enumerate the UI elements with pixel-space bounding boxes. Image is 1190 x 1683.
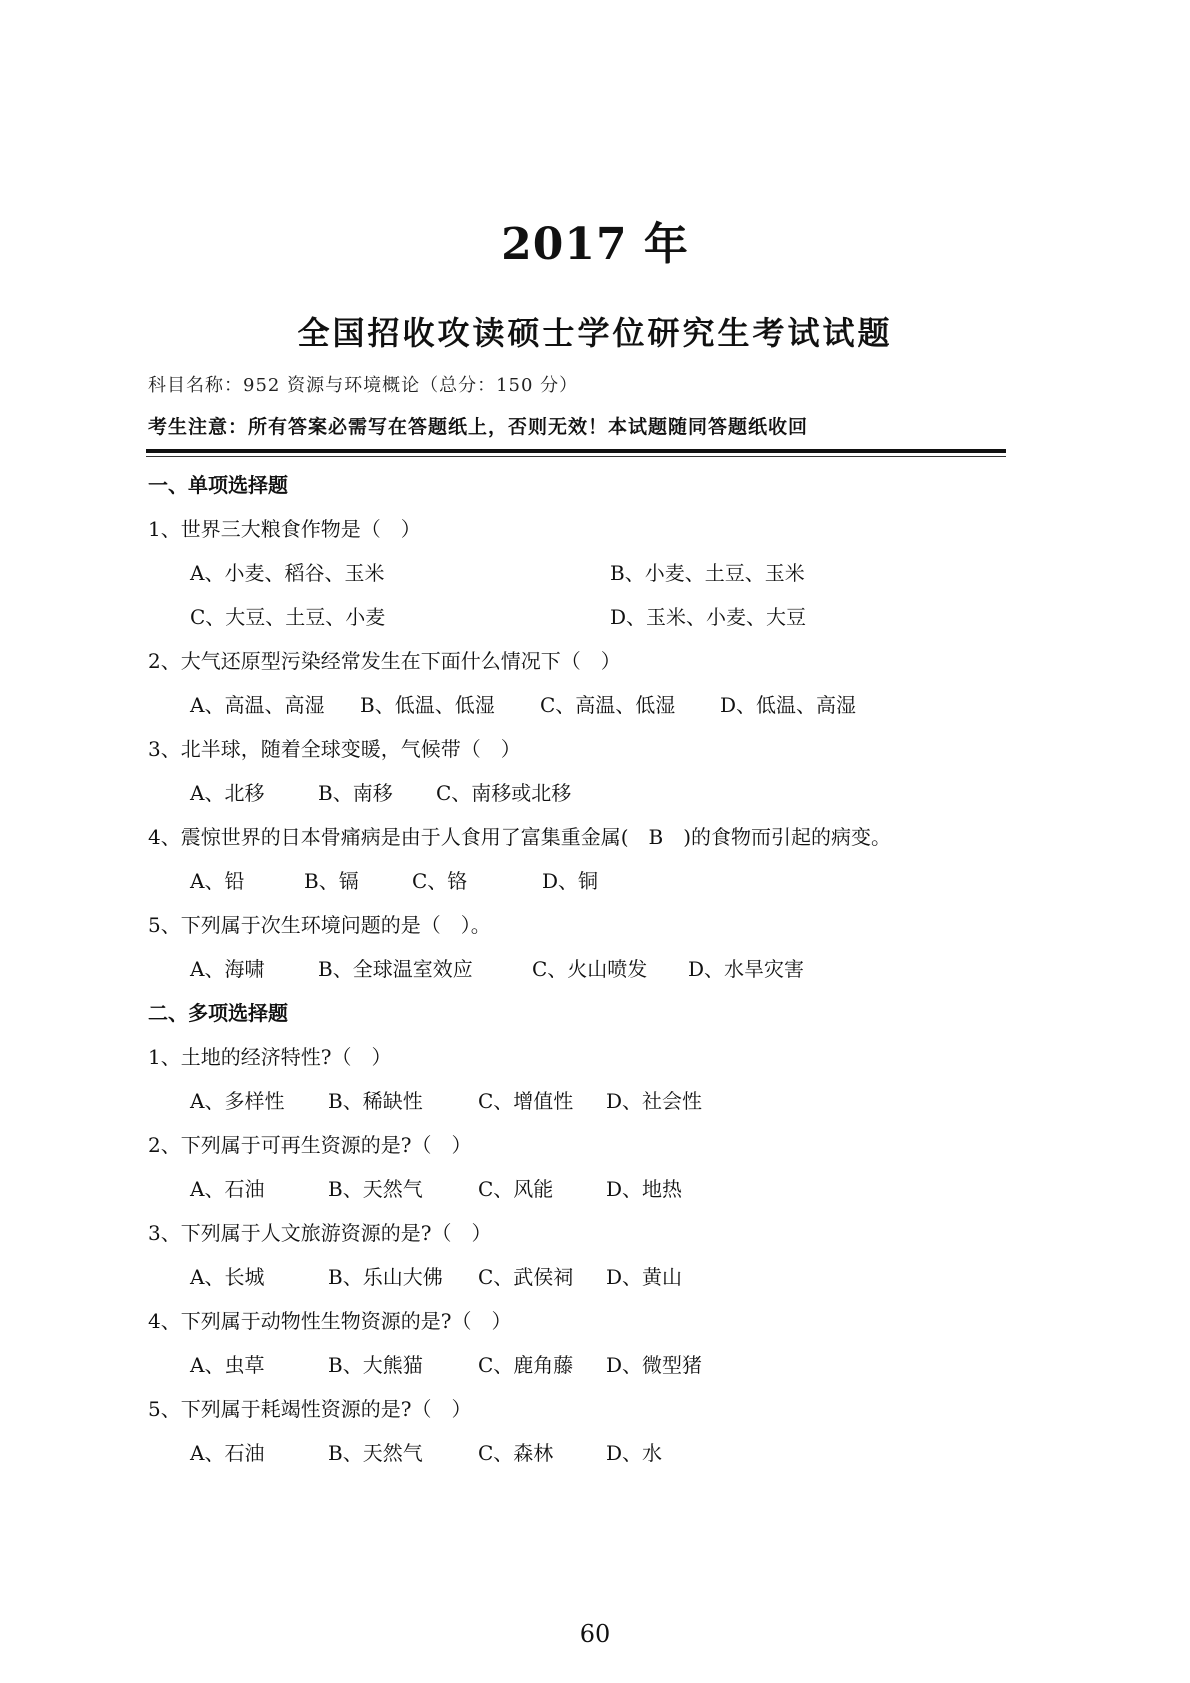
option-c: C、南移或北移 — [436, 781, 572, 805]
option-c: C、武侯祠 — [478, 1265, 574, 1289]
question-text: 5、下列属于次生环境问题的是（ ）。 — [148, 913, 491, 937]
option-d: D、低温、高湿 — [720, 693, 857, 717]
options-row — [148, 683, 1018, 727]
options-row — [148, 595, 1018, 639]
option-a: A、北移 — [190, 781, 265, 805]
option-d: D、社会性 — [606, 1089, 703, 1113]
options-row — [148, 771, 1018, 815]
options-row — [148, 1255, 1018, 1299]
option-d: D、水 — [606, 1441, 663, 1465]
options-row — [148, 551, 1018, 595]
options-row — [148, 859, 1018, 903]
option-a: A、海啸 — [190, 957, 265, 981]
question-text: 1、土地的经济特性?（ ） — [148, 1045, 392, 1069]
exam-title: 全国招收攻读硕士学位研究生考试试题 — [297, 314, 893, 352]
section-heading: 二、多项选择题 — [148, 1001, 288, 1025]
option-b: B、南移 — [318, 781, 393, 805]
options-row — [148, 947, 1018, 991]
option-b: B、小麦、土豆、玉米 — [610, 561, 805, 585]
option-b: B、天然气 — [328, 1177, 423, 1201]
option-b: B、全球温室效应 — [318, 957, 473, 981]
option-c: C、风能 — [478, 1177, 554, 1201]
question-text: 2、下列属于可再生资源的是?（ ） — [148, 1133, 472, 1157]
option-d: D、铜 — [542, 869, 599, 893]
option-b: B、镉 — [304, 869, 359, 893]
question-text: 3、北半球，随着全球变暖，气候带（ ） — [148, 737, 521, 761]
option-c: C、铬 — [412, 869, 468, 893]
option-c: C、森林 — [478, 1441, 554, 1465]
question-text: 1、世界三大粮食作物是（ ） — [148, 517, 421, 541]
option-a: A、长城 — [190, 1265, 265, 1289]
option-a: A、石油 — [190, 1177, 265, 1201]
option-c: C、火山喷发 — [532, 957, 648, 981]
option-d: D、水旱灾害 — [688, 957, 805, 981]
question-text: 3、下列属于人文旅游资源的是?（ ） — [148, 1221, 492, 1245]
options-row — [148, 1167, 1018, 1211]
options-row — [148, 1079, 1018, 1123]
subject-line: 科目名称：952 资源与环境概论（总分：150 分） — [148, 375, 579, 396]
option-b: B、大熊猫 — [328, 1353, 423, 1377]
option-c: C、增值性 — [478, 1089, 574, 1113]
option-d: D、玉米、小麦、大豆 — [610, 605, 807, 629]
question-text: 4、下列属于动物性生物资源的是?（ ） — [148, 1309, 512, 1333]
option-d: D、黄山 — [606, 1265, 683, 1289]
options-row — [148, 1431, 1018, 1475]
option-c: C、大豆、土豆、小麦 — [190, 605, 386, 629]
candidate-notice: 考生注意：所有答案必需写在答题纸上，否则无效！本试题随同答题纸收回 — [148, 416, 809, 438]
option-b: B、稀缺性 — [328, 1089, 423, 1113]
section-heading: 一、单项选择题 — [148, 473, 288, 497]
option-b: B、天然气 — [328, 1441, 423, 1465]
option-a: A、高温、高湿 — [190, 693, 325, 717]
option-b: B、乐山大佛 — [328, 1265, 443, 1289]
option-d: D、地热 — [606, 1177, 683, 1201]
option-c: C、高温、低湿 — [540, 693, 676, 717]
option-a: A、虫草 — [190, 1353, 265, 1377]
questions-area — [148, 463, 1018, 1475]
options-row — [148, 1343, 1018, 1387]
option-a: A、小麦、稻谷、玉米 — [190, 561, 385, 585]
option-c: C、鹿角藤 — [478, 1353, 574, 1377]
option-d: D、微型猪 — [606, 1353, 703, 1377]
page-number: 60 — [579, 1620, 611, 1648]
option-a: A、铅 — [190, 869, 245, 893]
exam-year: 2017 年 — [501, 219, 689, 270]
question-text: 5、下列属于耗竭性资源的是?（ ） — [148, 1397, 472, 1421]
option-a: A、石油 — [190, 1441, 265, 1465]
option-a: A、多样性 — [190, 1089, 285, 1113]
header-divider-thick — [146, 449, 1006, 453]
option-b: B、低温、低湿 — [360, 693, 495, 717]
header-divider-thin — [146, 456, 1006, 457]
question-text: 4、震惊世界的日本骨痛病是由于人食用了富集重金属( B )的食物而引起的病变。 — [148, 825, 892, 849]
question-text: 2、大气还原型污染经常发生在下面什么情况下（ ） — [148, 649, 621, 673]
